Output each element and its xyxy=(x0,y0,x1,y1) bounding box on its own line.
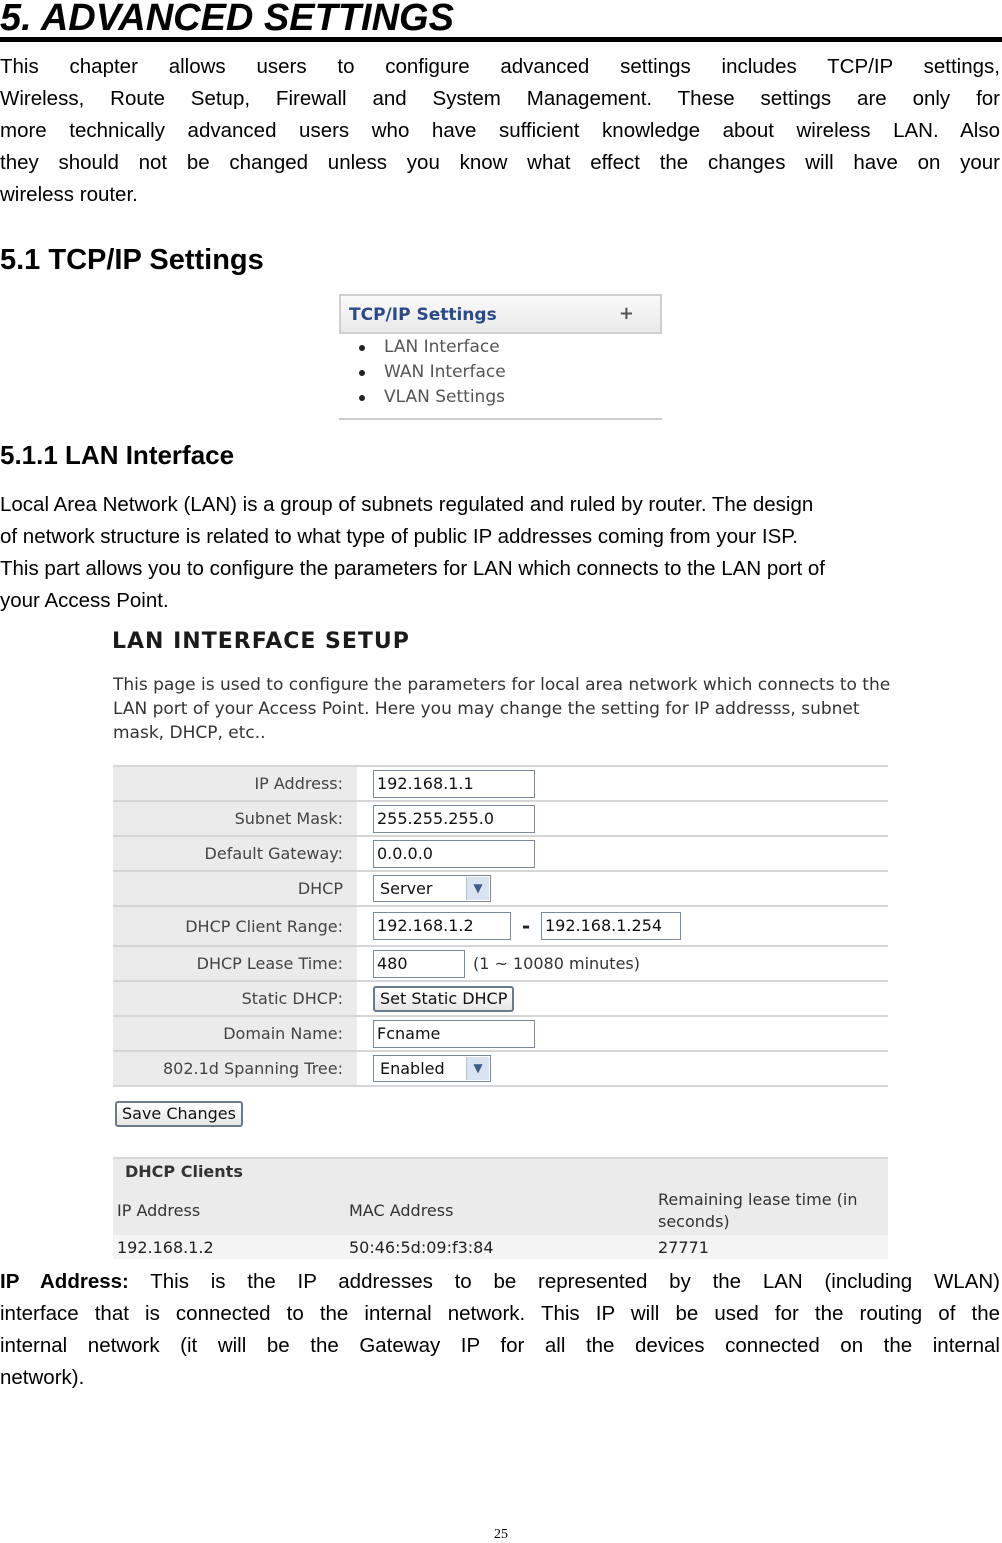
lan-setup-description: This page is used to configure the parameters for local area network which connects to the LAN port of your Access Point. Here you may change the setting for IP addresss, subnet mask, DHCP, etc.. xyxy=(113,675,891,743)
menu-divider xyxy=(339,418,662,420)
menu-item-wan-interface[interactable] xyxy=(339,360,662,385)
body-line: Local Area Network (LAN) is a group of subnets regulated and ruled by router. The design xyxy=(0,493,814,516)
menu-item-label: LAN Interface xyxy=(384,337,500,357)
menu-item-label: WAN Interface xyxy=(384,362,506,382)
chevron-down-icon[interactable]: ▼ xyxy=(466,877,489,900)
dhcp-lease-time-input[interactable]: 480 xyxy=(373,950,465,978)
dhcp-clients-table xyxy=(113,1187,888,1259)
bullet-icon xyxy=(359,395,365,401)
lan-interface-screenshot xyxy=(110,625,891,1263)
lan-settings-form xyxy=(113,767,888,1087)
spanning-tree-label: 802.1d Spanning Tree: xyxy=(113,1051,357,1086)
chapter-intro xyxy=(0,51,1000,211)
ip-address-description xyxy=(0,1266,1000,1394)
desc-line: interface that is connected to the internal network. This IP will be used for the routing of the xyxy=(0,1302,1000,1325)
default-gateway-label: Default Gateway: xyxy=(113,836,357,871)
chapter-title: 5. ADVANCED SETTINGS xyxy=(0,0,1002,42)
lan-setup-title: LAN INTERFACE SETUP xyxy=(112,629,410,654)
body-line: This part allows you to configure the parameters for LAN which connects to the LAN port of xyxy=(0,557,825,580)
intro-line: more technically advanced users who have sufficient knowledge about wireless LAN. Also xyxy=(0,119,1000,142)
chevron-down-icon[interactable]: ▼ xyxy=(466,1057,489,1080)
intro-line: they should not be changed unless you know what effect the changes will have on your xyxy=(0,151,1000,174)
dhcp-client-range-label: DHCP Client Range: xyxy=(113,906,357,946)
client-mac: 50:46:5d:09:f3:84 xyxy=(345,1235,654,1259)
subnet-mask-input[interactable]: 255.255.255.0 xyxy=(373,805,535,833)
page-number: 25 xyxy=(494,1527,508,1542)
bullet-icon xyxy=(359,345,365,351)
intro-line: Wireless, Route Setup, Firewall and System Management. These settings are only for xyxy=(0,87,1000,110)
client-ip: 192.168.1.2 xyxy=(113,1235,345,1259)
subsection-title: 5.1.1 LAN Interface xyxy=(0,440,235,470)
client-lease: 27771 xyxy=(654,1235,888,1259)
domain-name-label: Domain Name: xyxy=(113,1016,357,1051)
menu-item-lan-interface[interactable] xyxy=(339,335,662,360)
range-separator: - xyxy=(521,914,531,938)
term-ip-address: IP Address: xyxy=(0,1270,129,1293)
section-title: 5.1 TCP/IP Settings xyxy=(0,244,264,276)
expand-icon[interactable]: + xyxy=(618,303,634,324)
dhcp-select[interactable] xyxy=(373,875,491,902)
tcpip-menu-title: TCP/IP Settings xyxy=(349,305,497,325)
dhcp-lease-time-label: DHCP Lease Time: xyxy=(113,946,357,981)
domain-name-input[interactable]: Fcname xyxy=(373,1020,535,1048)
desc-line: network). xyxy=(0,1366,85,1389)
lease-time-hint: (1 ~ 10080 minutes) xyxy=(473,954,640,973)
spanning-tree-select[interactable] xyxy=(373,1055,491,1082)
dhcp-clients-header xyxy=(113,1157,888,1189)
dhcp-range-start-input[interactable]: 192.168.1.2 xyxy=(373,912,511,940)
tcpip-menu-header[interactable] xyxy=(339,294,662,334)
subsection-body xyxy=(0,489,1000,617)
desc-line: internal network (it will be the Gateway IP for all the devices connected on the internal xyxy=(0,1334,1000,1357)
ip-address-label: IP Address: xyxy=(113,767,357,801)
bullet-icon xyxy=(359,370,365,376)
intro-line: wireless router. xyxy=(0,183,138,206)
dhcp-clients-title: DHCP Clients xyxy=(125,1162,243,1181)
ip-address-input[interactable]: 192.168.1.1 xyxy=(373,770,535,798)
tcpip-menu xyxy=(339,294,662,420)
dhcp-label: DHCP xyxy=(113,871,357,906)
menu-item-label: VLAN Settings xyxy=(384,387,505,407)
column-header-mac: MAC Address xyxy=(345,1187,654,1235)
dhcp-select-value: Server xyxy=(380,879,433,898)
desc-line xyxy=(0,1266,1000,1298)
column-header-lease: Remaining lease time (in seconds) xyxy=(654,1187,888,1235)
body-line: of network structure is related to what type of public IP addresses coming from your ISP. xyxy=(0,525,798,548)
set-static-dhcp-button[interactable]: Set Static DHCP xyxy=(373,986,514,1012)
subnet-mask-label: Subnet Mask: xyxy=(113,801,357,836)
table-row xyxy=(113,1235,888,1259)
desc-text: This is the IP addresses to be represented by the LAN (including WLAN) xyxy=(128,1270,1001,1293)
static-dhcp-label: Static DHCP: xyxy=(113,981,357,1016)
intro-line: This chapter allows users to configure advanced settings includes TCP/IP settings, xyxy=(0,55,1000,78)
menu-item-vlan-settings[interactable] xyxy=(339,385,662,410)
column-header-ip: IP Address xyxy=(113,1187,345,1235)
dhcp-range-end-input[interactable]: 192.168.1.254 xyxy=(541,912,681,940)
body-line: your Access Point. xyxy=(0,589,169,612)
save-changes-button[interactable]: Save Changes xyxy=(115,1101,243,1127)
spanning-tree-select-value: Enabled xyxy=(380,1059,445,1078)
default-gateway-input[interactable]: 0.0.0.0 xyxy=(373,840,535,868)
